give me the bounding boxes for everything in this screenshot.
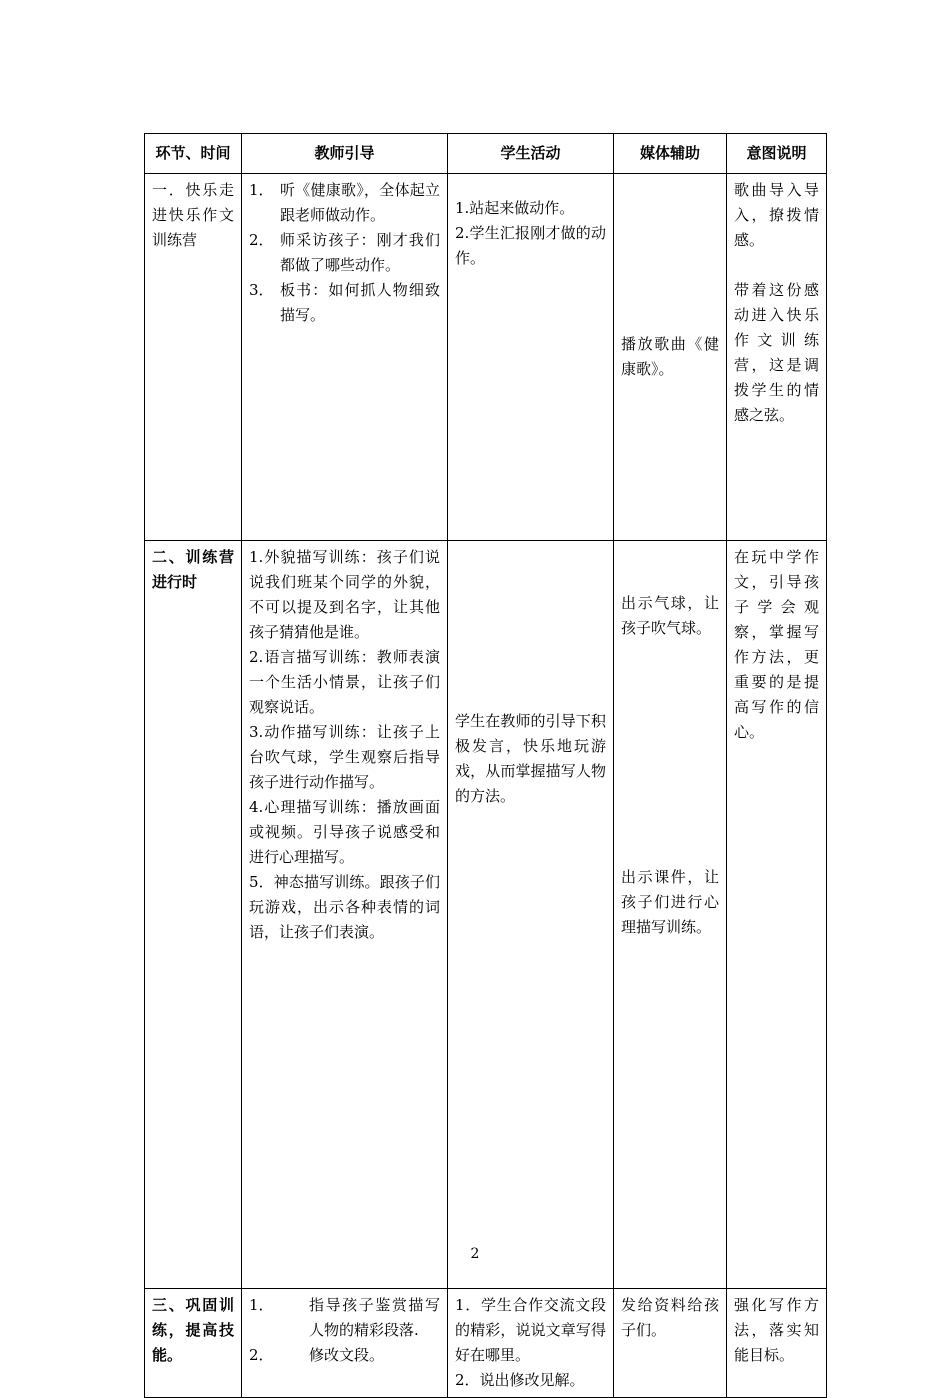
teacher-cell bbox=[242, 1289, 448, 1398]
list-item: 4.心理描写训练：播放画面或视频。引导孩子说感受和进行心理描写。 bbox=[249, 798, 440, 866]
list-item: 2． 师采访孩子：刚才我们都做了哪些动作。 bbox=[249, 231, 440, 274]
header-student: 学生活动 bbox=[448, 134, 614, 174]
media-cell: 发给资料给孩子们。 bbox=[614, 1289, 727, 1398]
media-cell: 出示气球，让孩子吹气球。 出示课件，让孩子们进行心理描写训练。 bbox=[614, 541, 727, 1289]
intent-cell: 在玩中学作文，引导孩子学会观察，掌握写作方法，更重要的是提高写作的信心。 bbox=[727, 541, 827, 1289]
list-item: 2.语言描写训练：教师表演一个生活小情景，让孩子们观察说话。 bbox=[249, 648, 440, 716]
stage-cell: 三、巩固训练，提高技能。 bbox=[145, 1289, 242, 1398]
header-row bbox=[145, 134, 827, 174]
list-item: 1． 指导孩子鉴赏描写人物的精彩段落. bbox=[249, 1296, 440, 1339]
intent-cell: 歌曲导入导入，撩拨情感。 带着这份感动进入快乐作文训练营，这是调拨学生的情感之弦。 bbox=[727, 174, 827, 541]
list-item: 2． 修改文段。 bbox=[249, 1346, 385, 1364]
list-item: 3． 板书：如何抓人物细致描写。 bbox=[249, 281, 440, 324]
list-item: 1.外貌描写训练：孩子们说说我们班某个同学的外貌，不可以提及到名字，让其他孩子猜猜他是谁。 bbox=[249, 548, 440, 641]
list-item: 3.动作描写训练：让孩子上台吹气球，学生观察后指导孩子进行动作描写。 bbox=[249, 723, 440, 791]
intent-cell: 强化写作方法，落实知能目标。 bbox=[727, 1289, 827, 1398]
teacher-cell bbox=[242, 541, 448, 1289]
table-row bbox=[145, 541, 827, 1289]
header-teacher: 教师引导 bbox=[242, 134, 448, 174]
list-item: 2．说出修改见解。 bbox=[455, 1371, 585, 1389]
lesson-plan-table bbox=[144, 133, 827, 1398]
student-cell bbox=[448, 174, 614, 541]
list-item: 2.学生汇报刚才做的动作。 bbox=[455, 224, 606, 267]
media-cell: 播放歌曲《健康歌》。 bbox=[614, 174, 727, 541]
list-item: 1.站起来做动作。 bbox=[455, 199, 575, 217]
stage-cell: 二、训练营进行时 bbox=[145, 541, 242, 1289]
stage-cell: 一．快乐走进快乐作文训练营 bbox=[145, 174, 242, 541]
teacher-cell bbox=[242, 174, 448, 541]
student-cell: 学生在教师的引导下积极发言，快乐地玩游戏，从而掌握描写人物的方法。 bbox=[448, 541, 614, 1289]
list-item: 1．学生合作交流文段的精彩，说说文章写得好在哪里。 bbox=[455, 1296, 606, 1364]
table-row bbox=[145, 174, 827, 541]
list-item: 5．神态描写训练。跟孩子们玩游戏，出示各种表情的词语，让孩子们表演。 bbox=[249, 873, 440, 941]
student-cell bbox=[448, 1289, 614, 1398]
page-number: 2 bbox=[470, 1246, 480, 1262]
header-stage: 环节、时间 bbox=[145, 134, 242, 174]
header-media: 媒体辅助 bbox=[614, 134, 727, 174]
list-item: 1． 听《健康歌》，全体起立跟老师做动作。 bbox=[249, 181, 440, 224]
header-intent: 意图说明 bbox=[727, 134, 827, 174]
table-row bbox=[145, 1289, 827, 1398]
